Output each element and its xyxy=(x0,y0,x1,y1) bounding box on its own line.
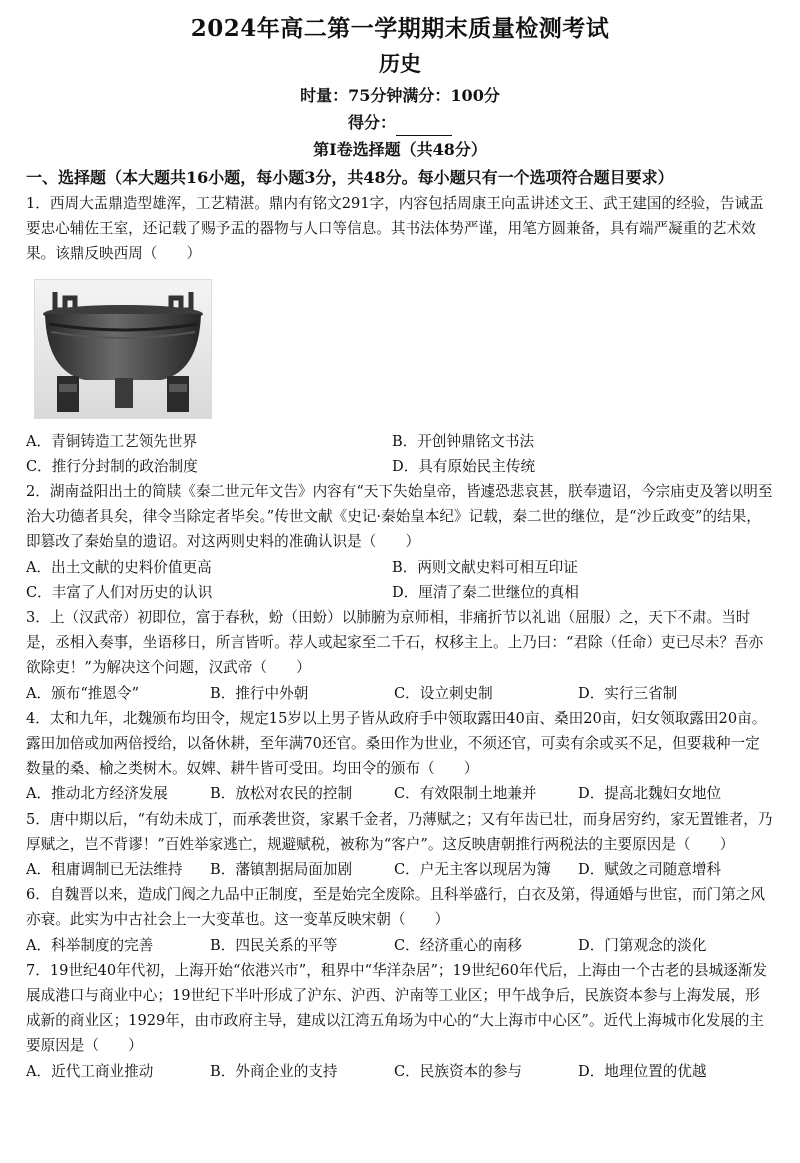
question-6 xyxy=(26,882,774,958)
option-b: B．放松对农民的控制 xyxy=(210,785,353,803)
option-b: B．两则文献史料可相互印证 xyxy=(392,558,578,576)
option-c: C．民族资本的参与 xyxy=(394,1062,522,1080)
option-c: C．户无主客以现居为簿 xyxy=(394,861,552,879)
question-text: 1．西周大盂鼎造型雄浑，工艺精湛。鼎内有铭文291字，内容包括周康王向盂讲述文王、武王建国的经验，告诫盂要忠心辅佐王室，还记载了赐予盂的器物与人口等信息。其书法体势严谨，用笔方圆兼备，具有端严凝重的艺术效果。该鼎反映西周（ ） xyxy=(26,195,764,263)
option-a: A．颁布“推恩令” xyxy=(26,684,140,702)
option-c: C．推行分封制的政治制度 xyxy=(26,457,198,475)
question-1 xyxy=(26,191,774,479)
option-a: A．近代工商业推动 xyxy=(26,1062,154,1080)
answer-options xyxy=(26,555,774,605)
question-text: 7．19世纪40年代初，上海开始“依港兴市”，租界中“华洋杂居”；19世纪60年代后，上海由一个古老的县城逐渐发展成港口与商业中心；19世纪下半叶形成了沪东、沪西、沪南等工业区；甲午战争后，民族资本参与上海发展，形成新的商业区；1929年，由市政府主导，建成以江湾五角场为中心的“大上海市中心区”。近代上海城市化发展的主要原因是（ ） xyxy=(26,961,767,1055)
option-c: C．丰富了人们对历史的认识 xyxy=(26,583,213,601)
exam-title: 2024年高二第一学期期末质量检测考试 xyxy=(190,15,610,42)
answer-options xyxy=(26,857,774,882)
answer-options xyxy=(26,933,774,958)
option-b: B．藩镇割据局面加剧 xyxy=(210,861,353,879)
option-c: C．经济重心的南移 xyxy=(394,936,522,954)
question-2 xyxy=(26,479,774,605)
option-b: B．外商企业的支持 xyxy=(210,1062,338,1080)
score-blank xyxy=(396,119,452,136)
option-d: D．厘清了秦二世继位的真相 xyxy=(392,583,579,601)
answer-options xyxy=(26,781,774,806)
score-line xyxy=(26,109,774,136)
question-7 xyxy=(26,958,774,1084)
option-d: D．地理位置的优越 xyxy=(578,1062,707,1080)
option-a: A．租庸调制已无法维持 xyxy=(26,861,183,879)
answer-options xyxy=(26,681,774,706)
question-3 xyxy=(26,605,774,706)
time-score-line: 时量：75分钟满分：100分 xyxy=(300,86,500,105)
question-text: 3．上（汉武帝）初即位，富于春秋，蚡（田蚡）以肺腑为京师相，非痛折节以礼诎（屈服）之，天下不肃。当时是，丞相入奏事，坐语移日，所言皆听。荐人或起家至二千石，权移主上。上乃曰：“君除（任命）吏已尽未？吾亦欲除吏！”为解决这个问题，汉武帝（ ） xyxy=(26,609,764,677)
option-b: B．开创钟鼎铭文书法 xyxy=(392,432,535,450)
subject-title: 历史 xyxy=(379,51,421,76)
question-text: 6．自魏晋以来，造成门阀之九品中正制度，至是始完全废除。且科举盛行，白衣及第，得通婚与世宦，而门第之风亦衰。此实为中古社会上一大变革也。这一变革反映宋朝（ ） xyxy=(26,886,765,929)
option-d: D．门第观念的淡化 xyxy=(578,936,707,954)
option-a: A．推动北方经济发展 xyxy=(26,785,168,803)
answer-options xyxy=(26,429,774,479)
option-a: A．出土文献的史料价值更高 xyxy=(26,558,212,576)
option-c: C．有效限制土地兼并 xyxy=(394,785,537,803)
exam-header xyxy=(26,0,774,163)
question-text: 5．唐中期以后，“有幼未成丁，而承袭世资，家累千金者，乃薄赋之；又有年齿已壮，而身居穷约，家无置锥者，乃厚赋之，岂不背谬！”百姓举家逃亡，规避赋税，被称为“客户”。这反映唐朝推行两税法的主要原因是（ ） xyxy=(26,810,773,853)
option-b: B．四民关系的平等 xyxy=(210,936,338,954)
option-d: D．赋敛之司随意增科 xyxy=(578,861,722,879)
section-instruction: 一、选择题（本大题共16小题，每小题3分，共48分。每小题只有一个选项符合题目要求） xyxy=(26,168,674,187)
question-text: 4．太和九年，北魏颁布均田令，规定15岁以上男子皆从政府手中领取露田40亩、桑田20亩，妇女领取露田20亩。露田加倍或加两倍授给，以备休耕，至年满70还官。桑田作为世业，不须还官，可卖有余或买不足，但要栽种一定数量的桑、榆之类树木。奴婢、耕牛皆可受田。均田令的颁布（ ） xyxy=(26,709,767,778)
option-d: D．具有原始民主传统 xyxy=(392,457,536,475)
option-d: D．实行三省制 xyxy=(578,684,678,702)
question-text: 2．湖南益阳出土的简牍《秦二世元年文告》内容有“天下失始皇帝，皆遽恐悲哀甚，朕奉遗诏，今宗庙吏及箸以明至治大功德者具矣，律令当除定者毕矣。”传世文献《史记·秦始皇本纪》记载，秦二世的继位，是“沙丘政变”的结果，即篡改了秦始皇的遗诏。对这两则史料的准确认识是（ ） xyxy=(26,483,773,551)
question-5 xyxy=(26,807,774,883)
option-a: A．科举制度的完善 xyxy=(26,936,154,954)
option-b: B．推行中外朝 xyxy=(210,684,309,702)
bronze-ding-image xyxy=(34,279,212,419)
option-c: C．设立刺史制 xyxy=(394,684,493,702)
option-a: A．青铜铸造工艺领先世界 xyxy=(26,432,198,450)
option-d: D．提高北魏妇女地位 xyxy=(578,785,722,803)
score-label: 得分： xyxy=(347,113,396,132)
question-4 xyxy=(26,706,774,807)
answer-options xyxy=(26,1059,774,1084)
section-title: 第Ⅰ卷选择题（共48分） xyxy=(313,140,487,159)
